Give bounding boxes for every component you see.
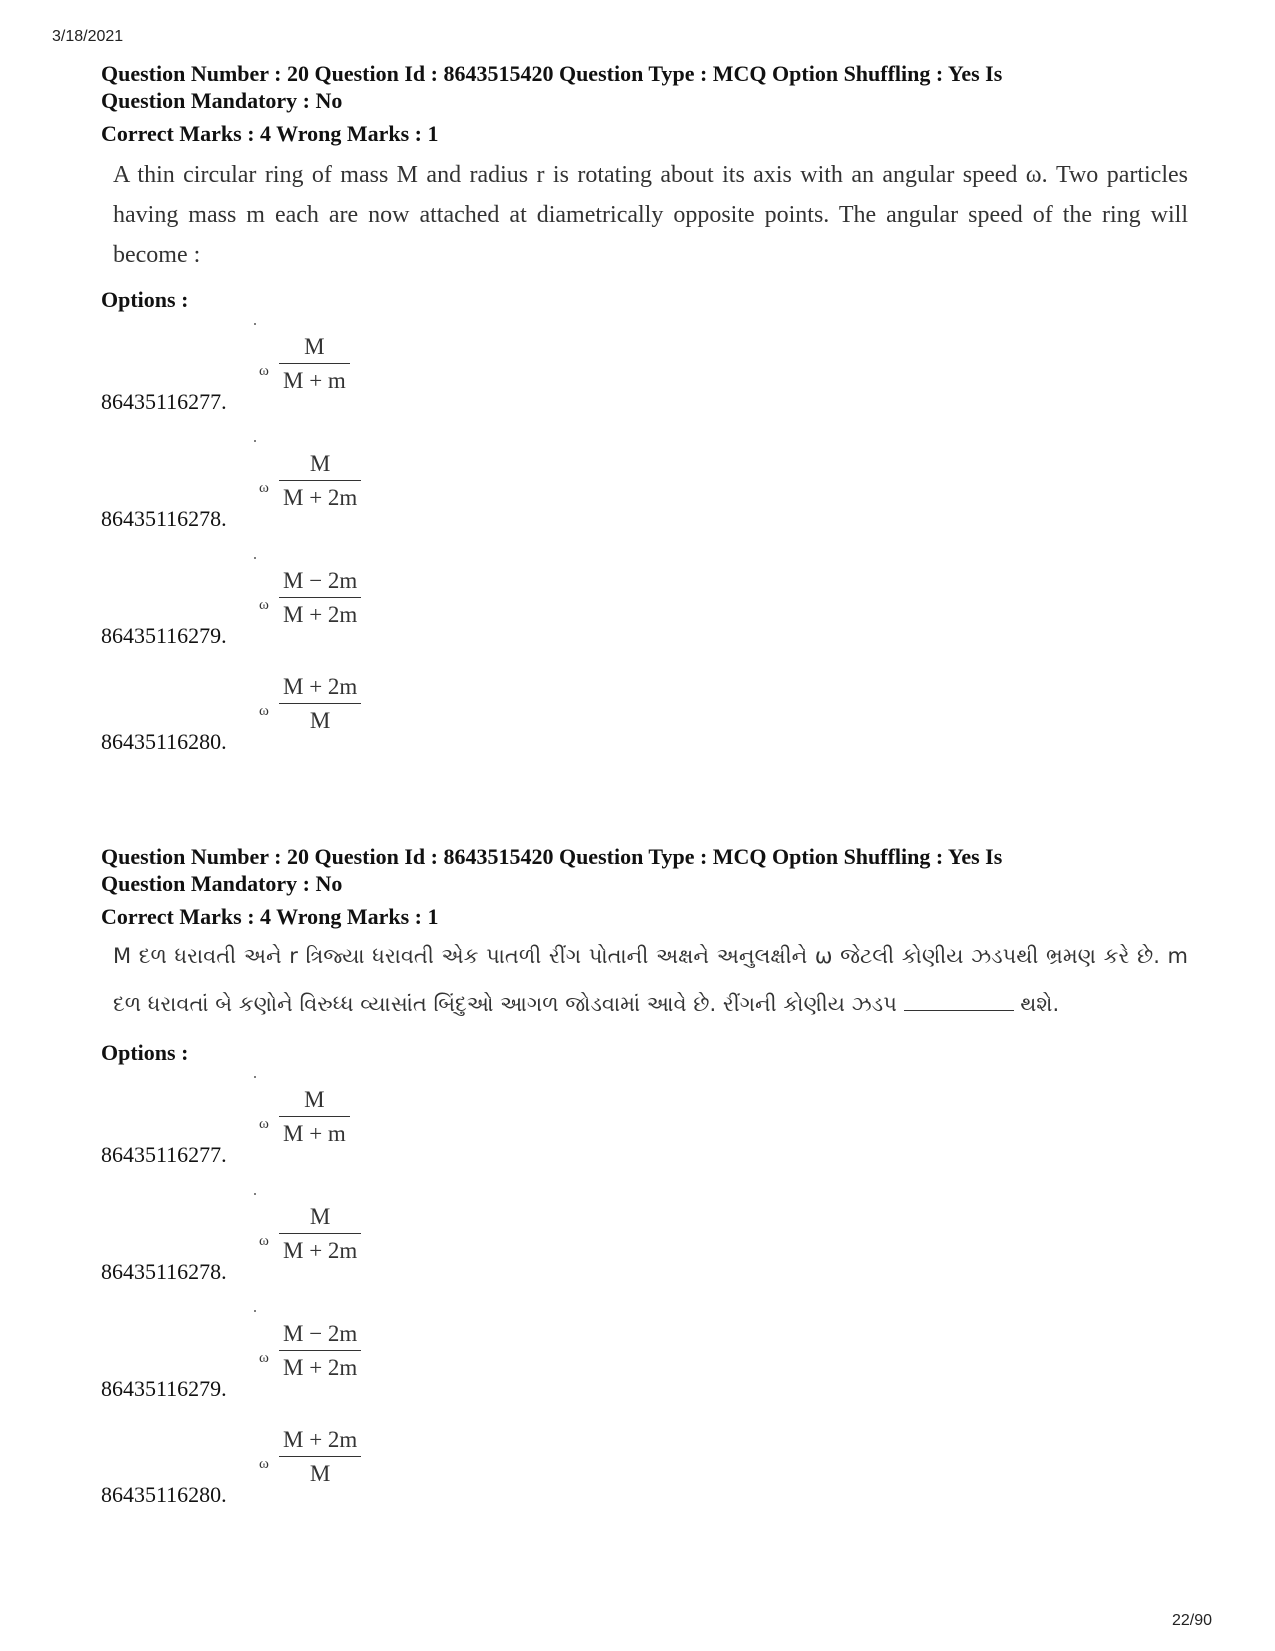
- fraction-denominator: M + 2m: [283, 1355, 358, 1380]
- question-header-line1: Question Number : 20 Question Id : 8643515420 Question Type : MCQ Option Shuffling : Yes Is: [101, 61, 1003, 86]
- option-id: 86435116279.: [101, 623, 227, 648]
- fraction-denominator: M + 2m: [283, 602, 358, 627]
- option-item[interactable]: [101, 1310, 501, 1410]
- option-id: 86435116277.: [101, 389, 227, 414]
- fraction-denominator: M + 2m: [283, 1238, 358, 1263]
- fraction-numerator: M: [309, 1204, 331, 1229]
- fraction-numerator: M − 2m: [283, 1321, 358, 1346]
- option-id: 86435116277.: [101, 1142, 227, 1167]
- answer-blank: [904, 1010, 1014, 1011]
- fraction-denominator: M + m: [283, 368, 346, 393]
- fraction-numerator: M + 2m: [283, 1427, 358, 1452]
- fraction-numerator: M − 2m: [283, 568, 358, 593]
- print-date: 3/18/2021: [52, 28, 124, 45]
- option-id: 86435116280.: [101, 729, 227, 754]
- question-header-line2: Question Mandatory : No: [101, 871, 343, 896]
- omega-symbol: ω: [259, 480, 269, 496]
- question-text: [113, 932, 1188, 1028]
- question-header-line2: Question Mandatory : No: [101, 88, 343, 113]
- question-block-english: [101, 60, 1201, 781]
- marks-line: Correct Marks : 4 Wrong Marks : 1: [101, 121, 439, 146]
- fraction-numerator: M + 2m: [283, 674, 358, 699]
- options-label: Options :: [101, 287, 189, 312]
- option-item[interactable]: [101, 323, 501, 423]
- omega-symbol: ω: [259, 1350, 269, 1366]
- stray-dot: [254, 1076, 256, 1078]
- options-label: Options :: [101, 1040, 189, 1065]
- stray-dot: [254, 440, 256, 442]
- page-number: 22/90: [1172, 1612, 1213, 1629]
- question-text: A thin circular ring of mass M and radius r is rotating about its axis with an angular speed ω. Two particles having mass m each are now attached at diametrically opposite points. The angular speed of the ring will become :: [113, 162, 1188, 268]
- option-fraction: [279, 565, 361, 632]
- option-item[interactable]: [101, 1193, 501, 1293]
- option-id: 86435116280.: [101, 1482, 227, 1507]
- marks-line: Correct Marks : 4 Wrong Marks : 1: [101, 904, 439, 929]
- omega-symbol: ω: [259, 1233, 269, 1249]
- option-fraction: [279, 1318, 361, 1385]
- fraction-denominator: M: [309, 1461, 331, 1486]
- fraction-denominator: M + m: [283, 1121, 346, 1146]
- stray-dot: [254, 557, 256, 559]
- stray-dot: [254, 1310, 256, 1312]
- option-item[interactable]: [101, 1076, 501, 1176]
- omega-symbol: ω: [259, 703, 269, 719]
- option-id: 86435116279.: [101, 1376, 227, 1401]
- omega-symbol: ω: [259, 363, 269, 379]
- fraction-denominator: M + 2m: [283, 485, 358, 510]
- option-item[interactable]: [101, 440, 501, 540]
- omega-symbol: ω: [259, 1116, 269, 1132]
- option-fraction: [279, 331, 350, 398]
- question-header-line1: Question Number : 20 Question Id : 8643515420 Question Type : MCQ Option Shuffling : Yes Is: [101, 844, 1003, 869]
- fraction-numerator: M: [304, 334, 325, 359]
- fraction-numerator: M: [309, 451, 331, 476]
- option-fraction: [279, 671, 361, 738]
- option-fraction: [279, 1084, 350, 1151]
- options-list: [101, 1076, 1201, 1534]
- option-item[interactable]: [101, 1416, 501, 1516]
- option-fraction: [279, 448, 361, 515]
- omega-symbol: ω: [259, 597, 269, 613]
- fraction-numerator: M: [304, 1087, 325, 1112]
- fraction-denominator: M: [309, 708, 331, 733]
- omega-symbol: ω: [259, 1456, 269, 1472]
- stray-dot: [254, 1193, 256, 1195]
- question-block-gujarati: [101, 843, 1201, 1534]
- stray-dot: [254, 323, 256, 325]
- question-text-part2: થશે.: [1020, 992, 1060, 1016]
- option-item[interactable]: [101, 663, 501, 763]
- option-id: 86435116278.: [101, 1259, 227, 1284]
- option-fraction: [279, 1201, 361, 1268]
- options-list: [101, 323, 1201, 781]
- option-item[interactable]: [101, 557, 501, 657]
- question-text-part1: M દળ ધરાવતી અને r ત્રિજ્યા ધરાવતી એક પાતળી રીંગ પોતાની અક્ષને અનુલક્ષીને ω જેટલી કોણીય ઝડપથી ભ્રમણ કરે છે. m દળ ધરાવતાં બે કણોને વિરુધ્ધ વ્યાસાંત બિંદુઓ આગળ જોડવામાં આવે છે. રીંગની કોણીય ઝડપ: [113, 944, 1188, 1016]
- option-id: 86435116278.: [101, 506, 227, 531]
- option-fraction: [279, 1424, 361, 1491]
